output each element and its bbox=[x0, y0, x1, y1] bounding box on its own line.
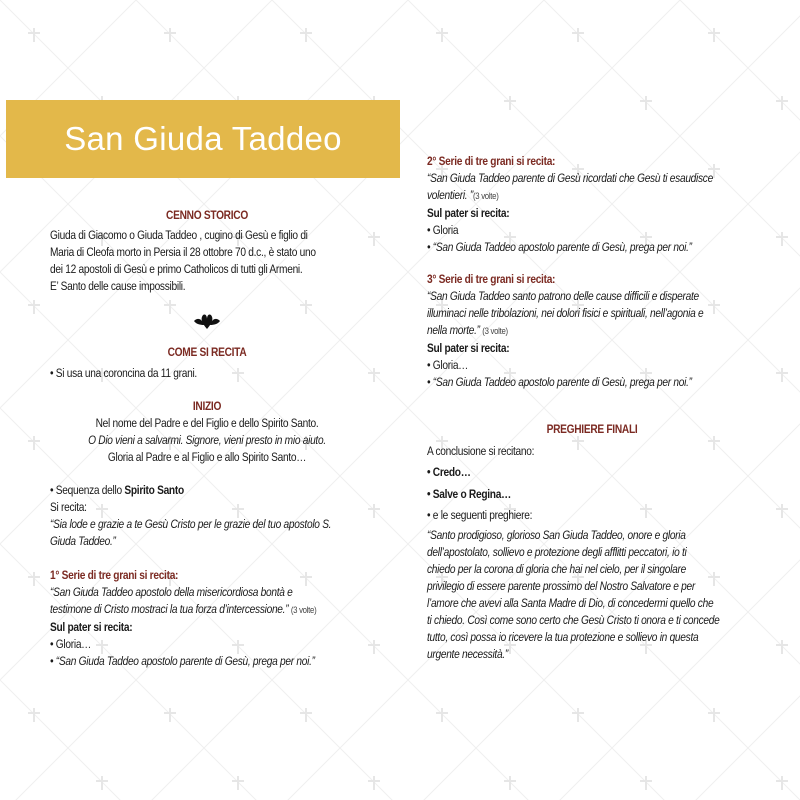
text-line: A conclusione si recitano: bbox=[427, 444, 535, 458]
quote-line bbox=[427, 322, 703, 340]
heading-come-si-recita: COME SI RECITA bbox=[167, 345, 247, 359]
times-note: (3 volte) bbox=[472, 191, 499, 202]
quote-line: “Sia lode e grazie a te Gesù Cristo per le grazie del tuo apostolo S. bbox=[50, 517, 332, 531]
quote-line: illuminaci nelle tribolazioni, nei dolori fisici e spirituali, nell’agonia e bbox=[427, 306, 704, 320]
finali-list bbox=[427, 441, 534, 526]
pater-label: Sul pater si recita: bbox=[50, 620, 133, 634]
quote-line bbox=[50, 601, 316, 619]
bullet: • Gloria… bbox=[50, 637, 92, 651]
text-line: Si recita: bbox=[50, 500, 87, 514]
text: • Sequenza dello bbox=[50, 483, 125, 497]
times-note: (3 volte) bbox=[482, 326, 508, 337]
bullet: • “San Giuda Taddeo apostolo parente di Gesù, prega per noi.” bbox=[427, 375, 692, 389]
quote-line: urgente necessità.” bbox=[427, 647, 508, 661]
cenno-storico-text bbox=[50, 227, 316, 295]
sequenza bbox=[50, 482, 331, 550]
quote-line: “San Giuda Taddeo apostolo della misericordiosa bontà e bbox=[50, 585, 293, 599]
pater-label: Sul pater si recita: bbox=[427, 341, 510, 355]
quote-line: “San Giuda Taddeo santo patrono delle cause difficili e disperate bbox=[427, 289, 699, 303]
times-note: (3 volte) bbox=[290, 605, 317, 616]
heading-inizio: INIZIO bbox=[192, 399, 222, 413]
heading-serie-1: 1° Serie di tre grani si recita: bbox=[50, 568, 179, 582]
quote-line: l’amore che avevi alla Santa Madre di Dio, di concedermi quello che bbox=[427, 596, 714, 610]
bullet: • e le seguenti preghiere: bbox=[427, 507, 533, 522]
heading-preghiere-finali: PREGHIERE FINALI bbox=[546, 422, 638, 436]
bullet: • Gloria bbox=[427, 223, 459, 237]
serie-3 bbox=[427, 271, 703, 391]
text-line: Maria di Cleofa morto in Persia il 28 ottobre 70 d.c., è stato uno bbox=[50, 245, 316, 259]
title-banner bbox=[6, 100, 400, 178]
serie-1 bbox=[50, 567, 316, 670]
come-bullet: • Si usa una coroncina da 11 grani. bbox=[50, 366, 197, 380]
text-line: Gloria al Padre e al Figlio e allo Spirito Santo… bbox=[107, 450, 307, 464]
text: nella morte.” bbox=[427, 323, 480, 337]
heading-serie-3: 3° Serie di tre grani si recita: bbox=[427, 272, 556, 286]
quote-line: dell’apostolato, sollievo e protezione degli afflitti peccatori, io ti bbox=[427, 545, 687, 559]
bullet: • “San Giuda Taddeo apostolo parente di Gesù, prega per noi.” bbox=[50, 654, 315, 668]
sequenza-line bbox=[50, 482, 331, 499]
serie-2 bbox=[427, 153, 713, 256]
text-line: Giuda di Giacomo o Giuda Taddeo , cugino di Gesù e figlio di bbox=[50, 228, 308, 242]
bullet: • “San Giuda Taddeo apostolo parente di Gesù, prega per noi.” bbox=[427, 240, 692, 254]
heading-serie-2: 2° Serie di tre grani si recita: bbox=[427, 154, 556, 168]
quote-line bbox=[427, 187, 713, 205]
inizio-text bbox=[43, 415, 371, 466]
bullet: • Salve o Regina… bbox=[427, 486, 511, 501]
page-title: San Giuda Taddeo bbox=[64, 120, 342, 157]
heading-cenno-storico: CENNO STORICO bbox=[166, 208, 248, 222]
ornament-icon bbox=[192, 311, 222, 331]
text-line: O Dio vieni a salvarmi. Signore, vieni presto in mio aiuto. bbox=[88, 433, 326, 447]
text-line: dei 12 apostoli di Gesù e primo Catholicos di tutti gli Armeni. bbox=[50, 262, 303, 276]
quote-line: privilegio di essere parente prossimo del Nostro Salvatore e per bbox=[427, 579, 695, 593]
bullet: • Credo… bbox=[427, 465, 471, 480]
final-prayer bbox=[427, 527, 720, 663]
quote-line: chiedo per la corona di gloria che hai nel cielo, per il singolare bbox=[427, 562, 686, 576]
pater-label: Sul pater si recita: bbox=[427, 206, 510, 220]
text: volentieri. ” bbox=[427, 188, 473, 202]
text: testimone di Cristo mostraci la tua forza d’intercessione.” bbox=[50, 602, 289, 616]
quote-line: “Santo prodigioso, glorioso San Giuda Taddeo, onore e gloria bbox=[427, 528, 686, 542]
quote-line: Giuda Taddeo.” bbox=[50, 534, 116, 548]
text-bold: Spirito Santo bbox=[124, 483, 184, 497]
text-line: E’ Santo delle cause impossibili. bbox=[50, 279, 186, 293]
bullet: • Gloria… bbox=[427, 358, 469, 372]
quote-line: “San Giuda Taddeo parente di Gesù ricordati che Gesù ti esaudisce bbox=[427, 171, 713, 185]
quote-line: tutto, così possa io ricevere la tua protezione e sollievo in questa bbox=[427, 630, 699, 644]
quote-line: ti chiedo. Così come sono certo che Gesù Cristo ti onora e ti concede bbox=[427, 613, 720, 627]
text-line: Nel nome del Padre e del Figlio e dello Spirito Santo. bbox=[95, 416, 319, 430]
